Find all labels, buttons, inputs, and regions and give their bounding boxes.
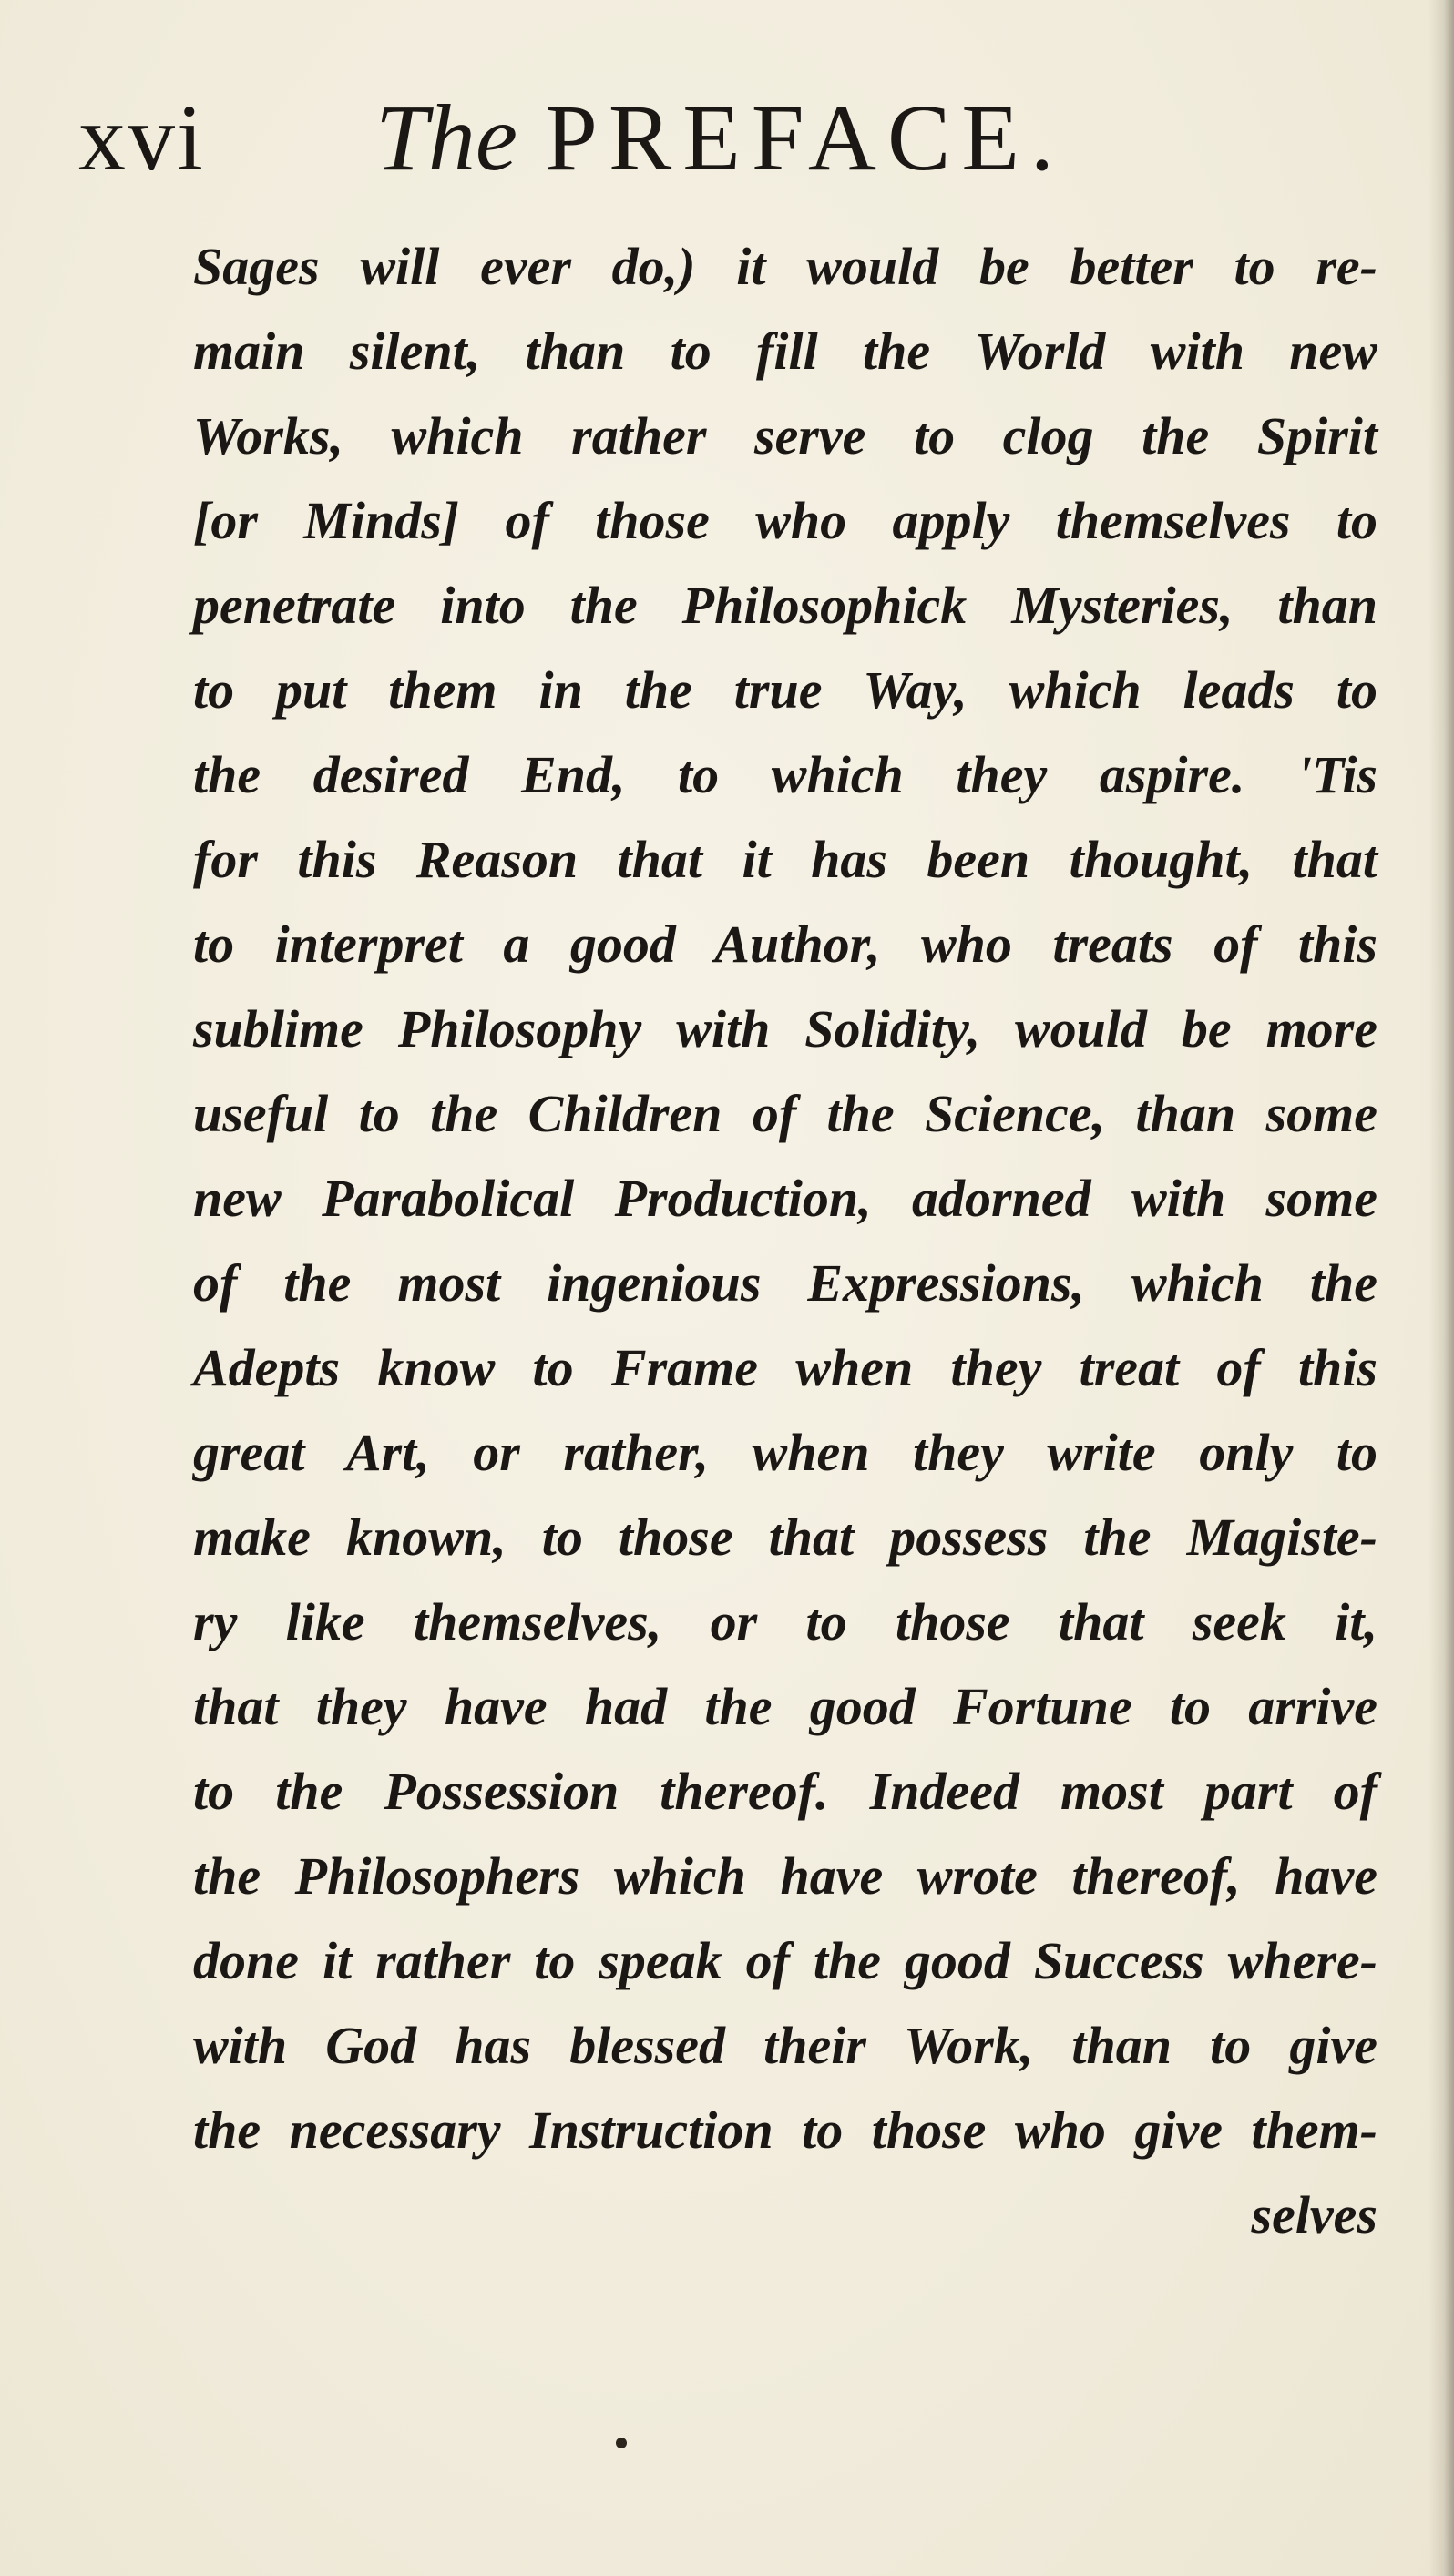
text-line: to put them in the true Way, which leads to — [193, 660, 1377, 720]
text-line: great Art, or rather, when they write only to — [193, 1423, 1377, 1482]
body-text — [193, 224, 1377, 2257]
text-line: main silent, than to fill the World with new — [193, 322, 1377, 381]
running-header — [78, 84, 1299, 193]
text-line: done it rather to speak of the good Success where- — [193, 1931, 1377, 1990]
text-line: the Philosophers which have wrote thereof, have — [193, 1846, 1377, 1906]
text-line: sublime Philosophy with Solidity, would be more — [193, 999, 1377, 1058]
text-line: Works, which rather serve to clog the Spirit — [193, 406, 1377, 465]
text-line: penetrate into the Philosophick Mysteries, than — [193, 576, 1377, 635]
text-line: Adepts know to Frame when they treat of this — [193, 1338, 1377, 1397]
catchword: selves — [1251, 2185, 1377, 2244]
running-title-word: PREFACE. — [545, 86, 1065, 190]
text-line: ry like themselves, or to those that seek it, — [193, 1592, 1377, 1651]
text-line: Sages will ever do,) it would be better to re- — [193, 237, 1377, 296]
text-line: to interpret a good Author, who treats of this — [193, 915, 1377, 974]
text-line: new Parabolical Production, adorned with some — [193, 1169, 1377, 1228]
running-title-article: The — [375, 86, 517, 190]
text-line: for this Reason that it has been thought, that — [193, 830, 1377, 889]
ink-dot — [616, 2438, 627, 2448]
text-line: useful to the Children of the Science, than some — [193, 1084, 1377, 1143]
running-title — [375, 84, 1065, 193]
page-number: xvi — [78, 86, 205, 190]
text-line: to the Possession thereof. Indeed most part of — [193, 1762, 1377, 1821]
text-line: make known, to those that possess the Magiste- — [193, 1508, 1377, 1567]
text-line: with God has blessed their Work, than to give — [193, 2016, 1377, 2075]
text-line: that they have had the good Fortune to arrive — [193, 1677, 1377, 1736]
text-line: of the most ingenious Expressions, which the — [193, 1253, 1377, 1313]
text-line: the desired End, to which they aspire. 'Tis — [193, 745, 1377, 804]
text-line: [or Minds] of those who apply themselves to — [193, 491, 1377, 550]
text-line: the necessary Instruction to those who give them- — [193, 2101, 1377, 2160]
page-edge-shadow — [1428, 0, 1454, 2576]
